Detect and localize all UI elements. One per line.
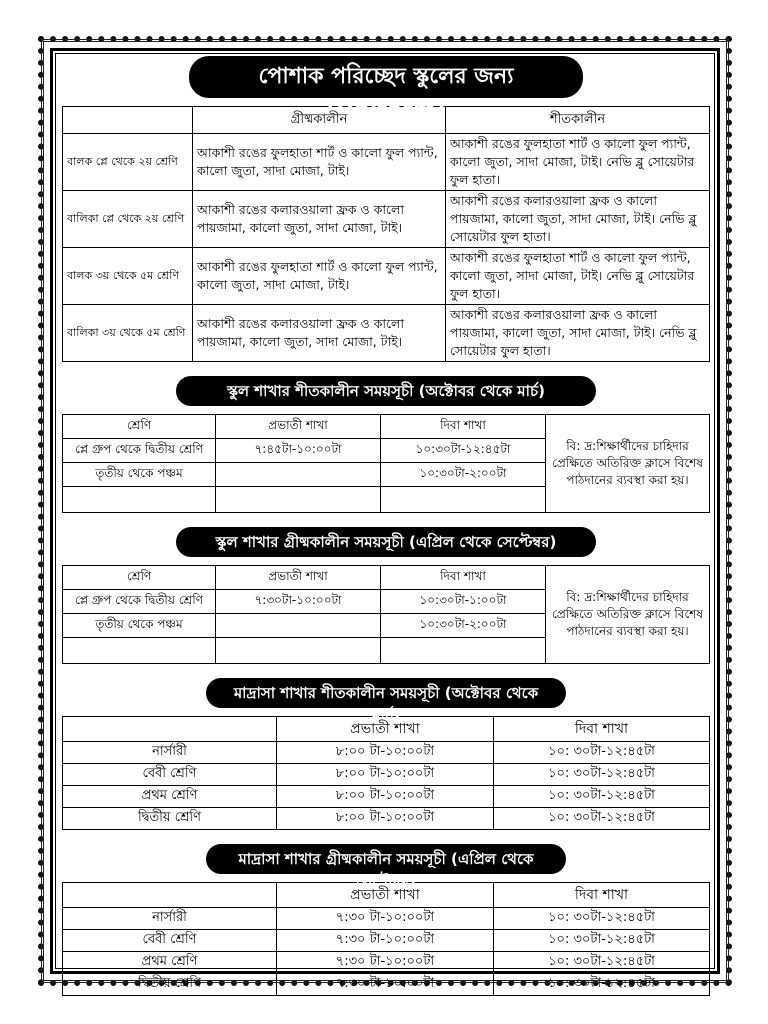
day-cell: ১০:৩০টা-২:০০টা (381, 463, 546, 487)
school-summer-table (62, 565, 710, 664)
uniform-winter: আকাশী রঙের ফুলহাতা শার্ট ও কালো ফুল প্যান্ট, কালো জুতা, সাদা মোজা, টাই। নেভি ব্লু সোয়েটার ফুল হাতা। (446, 134, 710, 191)
class-cell: প্রথম শ্রেণি (63, 952, 277, 974)
document-content (62, 56, 710, 996)
class-cell: তৃতীয় থেকে পঞ্চম (63, 614, 216, 638)
class-cell: প্রথম শ্রেণি (63, 786, 277, 808)
col-header-class: শ্রেণি (63, 566, 216, 590)
uniform-header-winter: শীতকালীন (446, 107, 710, 134)
col-header-day: দিবা শাখা (381, 566, 546, 590)
madrasa-summer-table (62, 882, 710, 996)
day-cell: ১০:৩০টা-১২:৪৫টা (381, 439, 546, 463)
morning-cell (216, 614, 381, 638)
school-winter-title: স্কুল শাখার শীতকালীন সময়সূচী (অক্টোবর থেকে মার্চ) (176, 376, 596, 406)
school-winter-header-row (63, 415, 710, 439)
uniform-group: বালিকা প্লে থেকে ২য় শ্রেণি (63, 191, 193, 248)
school-summer-note: বি: দ্র:শিক্ষার্থীদের চাহিদার প্রেক্ষিতে অতিরিক্ত ক্লাসে বিশেষ পাঠদানের ব্যবস্থা করা হয়। (546, 566, 710, 664)
madrasa-summer-title: মাদ্রাসা শাখার গ্রীষ্মকালীন সময়সূচী (এপ্রিল থেকে সেপ্টেম্বর) (206, 844, 566, 874)
morning-cell: ৭:৩০ টা-১০:০০টা (277, 930, 494, 952)
day-cell: ১০: ৩০টা-১২:৪৫টা (494, 908, 710, 930)
uniform-row (63, 305, 710, 362)
col-header-day: দিবা শাখা (494, 883, 710, 908)
col-header-class (63, 883, 277, 908)
madrasa-winter-header-row (63, 717, 710, 742)
day-cell: ১০: ৩০টা-১২:৪৫টা (494, 786, 710, 808)
uniform-title: পোশাক পরিচ্ছেদ স্কুলের জন্য (Uniform) (189, 56, 583, 98)
day-cell: ১০: ৩০টা-১২:৪৫টা (494, 974, 710, 996)
day-cell: ১০: ৩০টা-১২:৪৫টা (494, 930, 710, 952)
morning-cell: ৭:৩০ টা-১০:০০টা (277, 908, 494, 930)
uniform-summer: আকাশী রঙের ফুলহাতা শার্ট ও কালো ফুল প্যান্ট, কালো জুতা, সাদা মোজা, টাই। (193, 134, 446, 191)
day-cell: ১০: ৩০টা-১২:৪৫টা (494, 764, 710, 786)
morning-cell: ৭:৩০ টা-১০:০০টা (277, 952, 494, 974)
day-cell (381, 638, 546, 664)
table-row (63, 786, 710, 808)
day-cell: ১০:৩০টা-২:০০টা (381, 614, 546, 638)
day-cell: ১০: ৩০টা-১২:৪৫টা (494, 808, 710, 830)
col-header-class (63, 717, 277, 742)
morning-cell: ৭:৩০ টা-১০:০০টা (277, 974, 494, 996)
morning-cell: ৮:০০ টা-১০:০০টা (277, 742, 494, 764)
uniform-table (62, 106, 710, 362)
uniform-row (63, 191, 710, 248)
uniform-header-blank (63, 107, 193, 134)
morning-cell: ৭:৩০টা-১০:০০টা (216, 590, 381, 614)
class-cell: দ্বিতীয় শ্রেণি (63, 974, 277, 996)
table-row (63, 764, 710, 786)
morning-cell (216, 463, 381, 487)
col-header-class: শ্রেণি (63, 415, 216, 439)
morning-cell: ৮:০০ টা-১০:০০টা (277, 764, 494, 786)
col-header-morning: প্রভাতী শাখা (277, 883, 494, 908)
uniform-summer: আকাশী রঙের কলারওয়ালা ফ্রক ও কালো পায়জামা, কালো জুতা, সাদা মোজা, টাই। (193, 305, 446, 362)
table-row (63, 974, 710, 996)
morning-cell: ৮:০০ টা-১০:০০টা (277, 786, 494, 808)
col-header-morning: প্রভাতী শাখা (216, 566, 381, 590)
madrasa-winter-table (62, 716, 710, 830)
day-cell: ১০:৩০টা-১:০০টা (381, 590, 546, 614)
school-winter-table (62, 414, 710, 513)
class-cell (63, 638, 216, 664)
table-row (63, 952, 710, 974)
class-cell: নার্সারী (63, 742, 277, 764)
class-cell: বেবী শ্রেণি (63, 930, 277, 952)
uniform-winter: আকাশী রঙের কলারওয়ালা ফ্রক ও কালো পায়জামা, কালো জুতা, সাদা মোজা, টাই। নেভি ব্লু সোয়েটার ফুল হাতা। (446, 305, 710, 362)
morning-cell (216, 638, 381, 664)
uniform-row (63, 134, 710, 191)
col-header-morning: প্রভাতী শাখা (216, 415, 381, 439)
morning-cell (216, 487, 381, 513)
uniform-summer: আকাশী রঙের কলারওয়ালা ফ্রক ও কালো পায়জামা, কালো জুতা, সাদা মোজা, টাই। (193, 191, 446, 248)
col-header-morning: প্রভাতী শাখা (277, 717, 494, 742)
uniform-winter: আকাশী রঙের কলারওয়ালা ফ্রক ও কালো পায়জামা, কালো জুতা, সাদা মোজা, টাই। নেভি ব্লু সোয়েটার ফুল হাতা। (446, 191, 710, 248)
madrasa-summer-header-row (63, 883, 710, 908)
class-cell: প্লে গ্রুপ থেকে দ্বিতীয় শ্রেণি (63, 439, 216, 463)
table-row (63, 930, 710, 952)
table-row (63, 808, 710, 830)
school-winter-note: বি: দ্র:শিক্ষার্থীদের চাহিদার প্রেক্ষিতে অতিরিক্ত ক্লাসে বিশেষ পাঠদানের ব্যবস্থা করা হয়। (546, 415, 710, 513)
day-cell: ১০: ৩০টা-১২:৪৫টা (494, 742, 710, 764)
madrasa-winter-title: মাদ্রাসা শাখার শীতকালীন সময়সূচী (অক্টোবর থেকে মার্চ) (206, 678, 566, 708)
morning-cell: ৮:০০ টা-১০:০০টা (277, 808, 494, 830)
uniform-winter: আকাশী রঙের ফুলহাতা শার্ট ও কালো ফুল প্যান্ট, কালো জুতা, সাদা মোজা, টাই। নেভি ব্লু সোয়েটার ফুল হাতা। (446, 248, 710, 305)
morning-cell: ৭:৪৫টা-১০:০০টা (216, 439, 381, 463)
table-row (63, 908, 710, 930)
class-cell: তৃতীয় থেকে পঞ্চম (63, 463, 216, 487)
class-cell (63, 487, 216, 513)
col-header-day: দিবা শাখা (494, 717, 710, 742)
uniform-group: বালিকা ৩য় থেকে ৫ম শ্রেণি (63, 305, 193, 362)
class-cell: প্লে গ্রুপ থেকে দ্বিতীয় শ্রেণি (63, 590, 216, 614)
day-cell (381, 487, 546, 513)
school-summer-title: স্কুল শাখার গ্রীষ্মকালীন সময়সূচী (এপ্রিল থেকে সেপ্টেম্বর) (176, 527, 596, 557)
uniform-group: বালক ৩য় থেকে ৫ম শ্রেণি (63, 248, 193, 305)
table-row (63, 742, 710, 764)
school-summer-header-row (63, 566, 710, 590)
uniform-group: বালক প্লে থেকে ২য় শ্রেণি (63, 134, 193, 191)
col-header-day: দিবা শাখা (381, 415, 546, 439)
class-cell: দ্বিতীয় শ্রেণি (63, 808, 277, 830)
class-cell: নার্সারী (63, 908, 277, 930)
uniform-header-summer: গ্রীষ্মকালীন (193, 107, 446, 134)
uniform-row (63, 248, 710, 305)
class-cell: বেবী শ্রেণি (63, 764, 277, 786)
day-cell: ১০: ৩০টা-১২:৪৫টা (494, 952, 710, 974)
uniform-summer: আকাশী রঙের ফুলহাতা শার্ট ও কালো ফুল প্যান্ট, কালো জুতা, সাদা মোজা, টাই। (193, 248, 446, 305)
